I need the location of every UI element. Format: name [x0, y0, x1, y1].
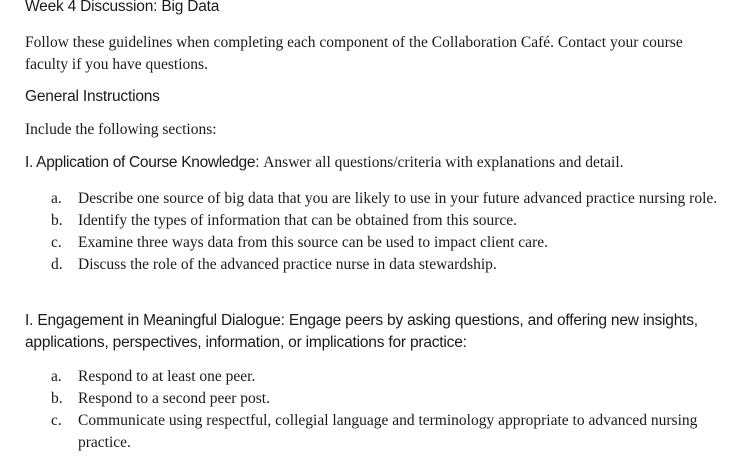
list-marker: a. — [51, 368, 62, 385]
list-marker: c. — [51, 234, 62, 251]
section2-list — [51, 366, 730, 454]
list-item — [51, 366, 730, 388]
section1-heading — [25, 154, 624, 172]
section1-list — [51, 188, 730, 276]
intro-paragraph: Follow these guidelines when completing each component of the Collaboration Café. Contact your course faculty if you have questions. — [25, 34, 683, 73]
list-item — [51, 254, 730, 276]
list-marker: c. — [51, 412, 62, 429]
list-marker: d. — [51, 256, 63, 273]
list-item — [51, 188, 730, 210]
list-marker: b. — [51, 390, 63, 407]
list-item — [51, 410, 730, 454]
section2-paragraph: I. Engagement in Meaningful Dialogue: Engage peers by asking questions, and offering new insights, applications, perspectives, information, or implications for practice: — [25, 312, 698, 351]
list-marker: a. — [51, 190, 62, 207]
list-item-text: Discuss the role of the advanced practice nurse in data stewardship. — [78, 256, 497, 273]
page-title: Week 4 Discussion: Big Data — [25, 0, 220, 15]
general-instructions-heading: General Instructions — [25, 88, 160, 105]
list-item-text: Respond to at least one peer. — [78, 368, 256, 385]
list-item-text: Respond to a second peer post. — [78, 390, 270, 407]
list-item — [51, 210, 730, 232]
include-sections-text: Include the following sections: — [25, 121, 217, 138]
list-marker: b. — [51, 212, 63, 229]
list-item-text: Examine three ways data from this source can be used to impact client care. — [78, 234, 548, 251]
list-item-text: Describe one source of big data that you are likely to use in your future advanced practice nursing role. — [78, 190, 718, 207]
list-item — [51, 232, 730, 254]
list-item — [51, 388, 730, 410]
section1-description: Answer all questions/criteria with explanations and detail. — [263, 154, 624, 171]
list-item-text: Communicate using respectful, collegial language and terminology appropriate to advanced nursing practice. — [78, 412, 698, 451]
section1-label: I. Application of Course Knowledge: — [25, 154, 260, 171]
list-item-text: Identify the types of information that can be obtained from this source. — [78, 212, 518, 229]
